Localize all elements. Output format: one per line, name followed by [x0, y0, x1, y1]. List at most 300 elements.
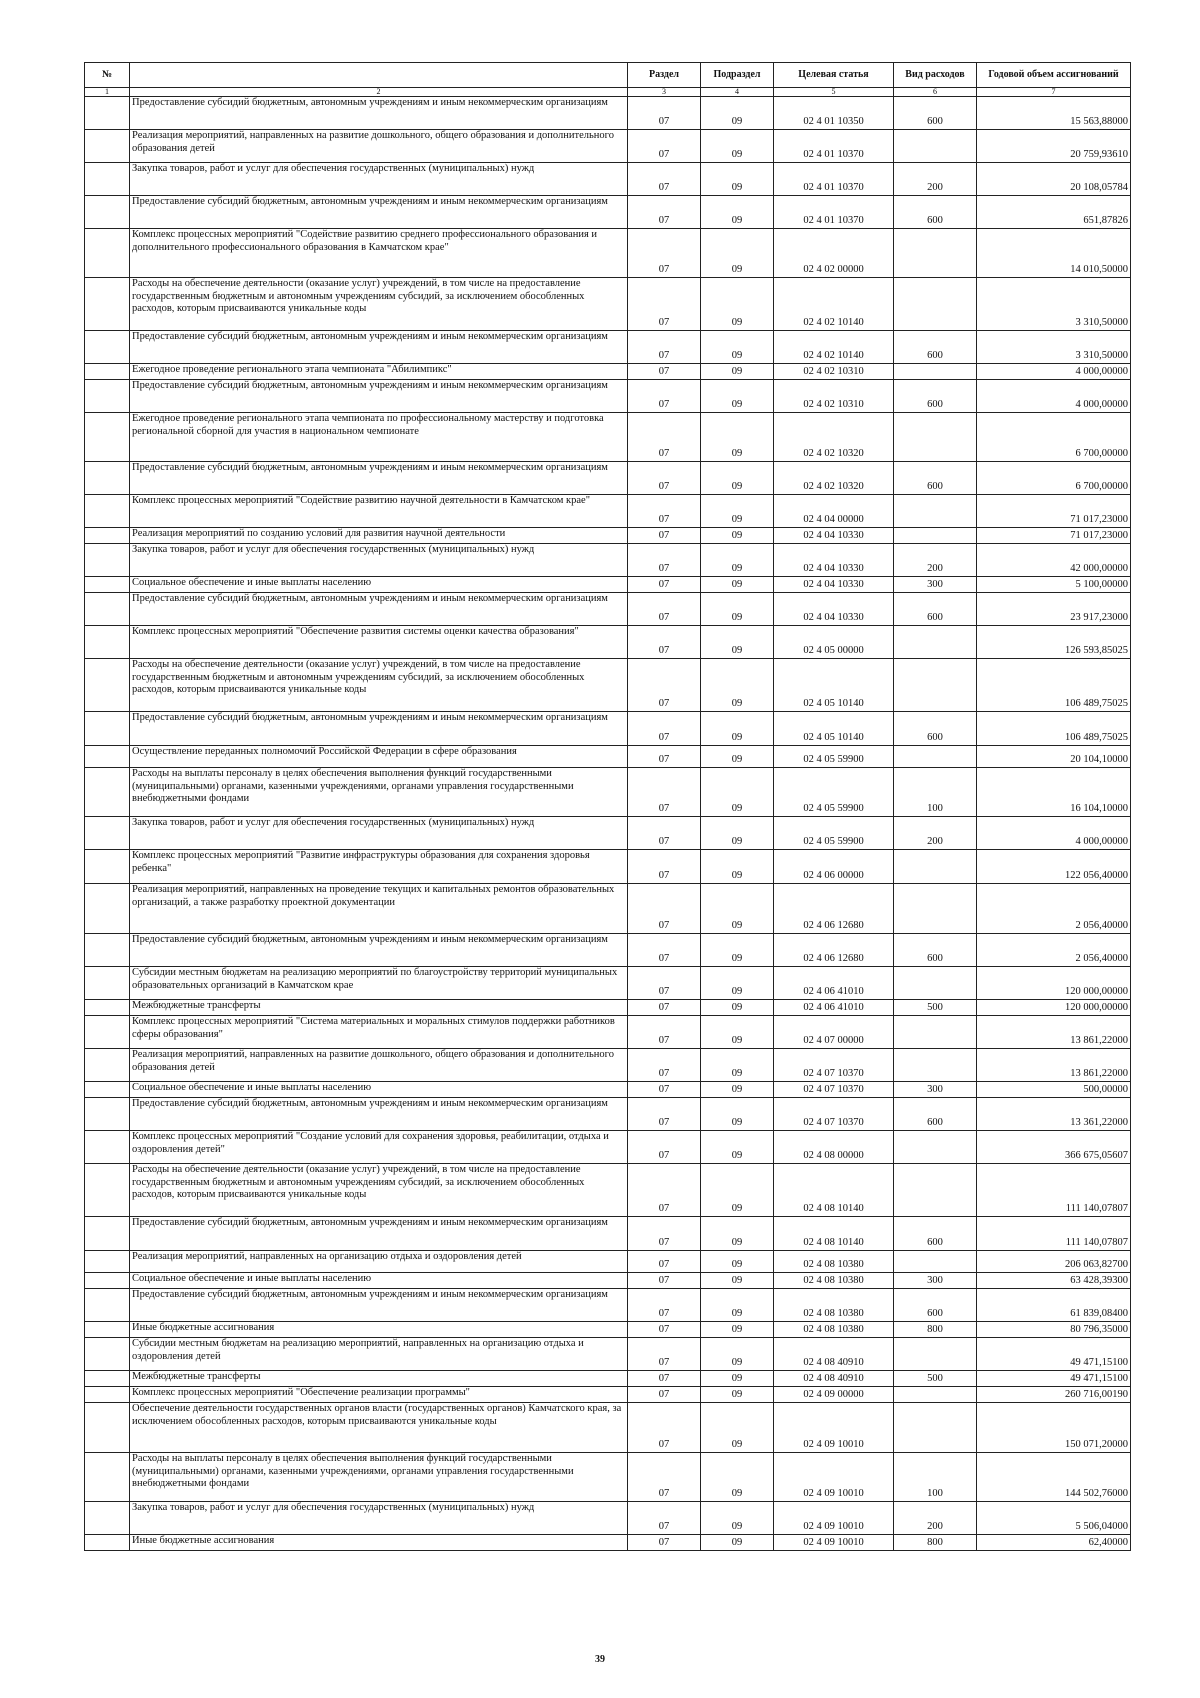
cell-amt: 2 056,40000 — [977, 934, 1131, 967]
col-index: 6 — [894, 88, 977, 97]
cell-num — [85, 1322, 130, 1338]
cell-rz: 07 — [628, 495, 701, 528]
col-header-amount: Годовой объем ассигнований — [977, 63, 1131, 88]
cell-pr: 09 — [701, 577, 774, 593]
cell-pr: 09 — [701, 130, 774, 163]
cell-num — [85, 528, 130, 544]
cell-vr: 600 — [894, 1289, 977, 1322]
cell-pr: 09 — [701, 1164, 774, 1217]
cell-amt: 120 000,00000 — [977, 1000, 1131, 1016]
col-header-num: № — [85, 63, 130, 88]
cell-csr: 02 4 08 10380 — [774, 1322, 894, 1338]
cell-vr — [894, 278, 977, 331]
cell-amt: 126 593,85025 — [977, 626, 1131, 659]
col-header-csr: Целевая статья — [774, 63, 894, 88]
cell-vr — [894, 626, 977, 659]
cell-name: Ежегодное проведение регионального этапа чемпионата "Абилимпикс" — [130, 364, 628, 380]
cell-rz: 07 — [628, 768, 701, 817]
cell-amt: 150 071,20000 — [977, 1403, 1131, 1453]
table-row — [85, 626, 1131, 659]
cell-amt: 14 010,50000 — [977, 229, 1131, 278]
cell-amt: 13 861,22000 — [977, 1049, 1131, 1082]
cell-name: Иные бюджетные ассигнования — [130, 1535, 628, 1551]
cell-vr: 100 — [894, 1453, 977, 1502]
cell-pr: 09 — [701, 495, 774, 528]
cell-num — [85, 1387, 130, 1403]
cell-vr: 600 — [894, 712, 977, 746]
cell-amt: 13 361,22000 — [977, 1098, 1131, 1131]
cell-name: Ежегодное проведение регионального этапа чемпионата по профессиональному мастерству и подготовка региональной сборной для участия в национальном чемпионате — [130, 413, 628, 462]
table-row — [85, 1502, 1131, 1535]
cell-csr: 02 4 05 59900 — [774, 768, 894, 817]
cell-rz: 07 — [628, 1322, 701, 1338]
cell-csr: 02 4 01 10370 — [774, 130, 894, 163]
cell-amt: 6 700,00000 — [977, 462, 1131, 495]
cell-pr: 09 — [701, 768, 774, 817]
cell-pr: 09 — [701, 817, 774, 850]
cell-num — [85, 850, 130, 884]
cell-rz: 07 — [628, 462, 701, 495]
cell-name: Осуществление переданных полномочий Российской Федерации в сфере образования — [130, 746, 628, 768]
cell-amt: 106 489,75025 — [977, 712, 1131, 746]
table-row — [85, 577, 1131, 593]
table-row — [85, 1387, 1131, 1403]
cell-vr — [894, 1338, 977, 1371]
cell-csr: 02 4 07 10370 — [774, 1082, 894, 1098]
table-row — [85, 1453, 1131, 1502]
cell-rz: 07 — [628, 380, 701, 413]
cell-num — [85, 967, 130, 1000]
cell-vr — [894, 1164, 977, 1217]
col-index: 4 — [701, 88, 774, 97]
cell-rz: 07 — [628, 884, 701, 934]
cell-vr: 600 — [894, 934, 977, 967]
cell-csr: 02 4 04 10330 — [774, 528, 894, 544]
cell-pr: 09 — [701, 712, 774, 746]
cell-name: Реализация мероприятий, направленных на организацию отдыха и оздоровления детей — [130, 1251, 628, 1273]
cell-vr: 600 — [894, 97, 977, 130]
cell-amt: 111 140,07807 — [977, 1164, 1131, 1217]
cell-pr: 09 — [701, 1387, 774, 1403]
cell-pr: 09 — [701, 626, 774, 659]
cell-csr: 02 4 02 10140 — [774, 331, 894, 364]
table-row — [85, 593, 1131, 626]
cell-vr — [894, 364, 977, 380]
cell-name: Субсидии местным бюджетам на реализацию мероприятий по благоустройству территорий муниципальных образовательных организаций в Камчатском крае — [130, 967, 628, 1000]
table-row — [85, 364, 1131, 380]
cell-num — [85, 817, 130, 850]
table-row — [85, 1322, 1131, 1338]
table-row — [85, 1131, 1131, 1164]
table-row — [85, 1289, 1131, 1322]
cell-vr: 600 — [894, 380, 977, 413]
cell-amt: 122 056,40000 — [977, 850, 1131, 884]
cell-rz: 07 — [628, 1082, 701, 1098]
cell-vr — [894, 659, 977, 712]
cell-pr: 09 — [701, 1273, 774, 1289]
cell-amt: 49 471,15100 — [977, 1338, 1131, 1371]
cell-rz: 07 — [628, 364, 701, 380]
cell-name: Предоставление субсидий бюджетным, автономным учреждениям и иным некоммерческим организациям — [130, 593, 628, 626]
cell-pr: 09 — [701, 196, 774, 229]
cell-csr: 02 4 05 59900 — [774, 746, 894, 768]
cell-amt: 144 502,76000 — [977, 1453, 1131, 1502]
cell-csr: 02 4 06 41010 — [774, 967, 894, 1000]
cell-name: Реализация мероприятий, направленных на развитие дошкольного, общего образования и дополнительного образования детей — [130, 130, 628, 163]
cell-pr: 09 — [701, 1082, 774, 1098]
cell-csr: 02 4 05 59900 — [774, 817, 894, 850]
cell-num — [85, 278, 130, 331]
cell-csr: 02 4 08 10140 — [774, 1217, 894, 1251]
cell-rz: 07 — [628, 1016, 701, 1049]
table-row — [85, 1082, 1131, 1098]
cell-amt: 4 000,00000 — [977, 817, 1131, 850]
cell-name: Комплекс процессных мероприятий "Обеспечение реализации программы" — [130, 1387, 628, 1403]
cell-num — [85, 1403, 130, 1453]
cell-amt: 20 104,10000 — [977, 746, 1131, 768]
cell-csr: 02 4 04 10330 — [774, 544, 894, 577]
col-index: 2 — [130, 88, 628, 97]
cell-name: Обеспечение деятельности государственных органов власти (государственных органов) Камчатского края, за исключением обособленных расходов, которым присваиваются уникальные коды — [130, 1403, 628, 1453]
cell-rz: 07 — [628, 1371, 701, 1387]
cell-rz: 07 — [628, 746, 701, 768]
cell-pr: 09 — [701, 593, 774, 626]
cell-amt: 61 839,08400 — [977, 1289, 1131, 1322]
cell-rz: 07 — [628, 196, 701, 229]
cell-rz: 07 — [628, 1049, 701, 1082]
cell-vr — [894, 1049, 977, 1082]
cell-name: Комплекс процессных мероприятий "Содействие развитию научной деятельности в Камчатском крае" — [130, 495, 628, 528]
cell-name: Предоставление субсидий бюджетным, автономным учреждениям и иным некоммерческим организациям — [130, 934, 628, 967]
cell-rz: 07 — [628, 659, 701, 712]
cell-name: Закупка товаров, работ и услуг для обеспечения государственных (муниципальных) нужд — [130, 163, 628, 196]
cell-csr: 02 4 01 10370 — [774, 163, 894, 196]
cell-csr: 02 4 08 10380 — [774, 1289, 894, 1322]
cell-pr: 09 — [701, 1251, 774, 1273]
cell-vr: 600 — [894, 331, 977, 364]
cell-num — [85, 1217, 130, 1251]
cell-num — [85, 1082, 130, 1098]
cell-csr: 02 4 07 10370 — [774, 1098, 894, 1131]
cell-csr: 02 4 02 10320 — [774, 462, 894, 495]
table-row — [85, 544, 1131, 577]
cell-name: Предоставление субсидий бюджетным, автономным учреждениям и иным некоммерческим организациям — [130, 196, 628, 229]
cell-name: Реализация мероприятий по созданию условий для развития научной деятельности — [130, 528, 628, 544]
table-row — [85, 1098, 1131, 1131]
cell-rz: 07 — [628, 1403, 701, 1453]
cell-amt: 111 140,07807 — [977, 1217, 1131, 1251]
cell-name: Закупка товаров, работ и услуг для обеспечения государственных (муниципальных) нужд — [130, 817, 628, 850]
cell-pr: 09 — [701, 659, 774, 712]
table-row — [85, 967, 1131, 1000]
cell-amt: 20 108,05784 — [977, 163, 1131, 196]
cell-vr: 500 — [894, 1000, 977, 1016]
cell-rz: 07 — [628, 1273, 701, 1289]
col-index: 3 — [628, 88, 701, 97]
cell-name: Предоставление субсидий бюджетным, автономным учреждениям и иным некоммерческим организациям — [130, 97, 628, 130]
cell-name: Расходы на обеспечение деятельности (оказание услуг) учреждений, в том числе на предоставление государственным бюджетным и автономным учреждениям субсидий, за исключением обособленных расходов, которым присваиваются уникальные коды — [130, 1164, 628, 1217]
cell-name: Предоставление субсидий бюджетным, автономным учреждениям и иным некоммерческим организациям — [130, 1098, 628, 1131]
cell-num — [85, 934, 130, 967]
cell-csr: 02 4 05 00000 — [774, 626, 894, 659]
cell-name: Закупка товаров, работ и услуг для обеспечения государственных (муниципальных) нужд — [130, 544, 628, 577]
cell-csr: 02 4 07 00000 — [774, 1016, 894, 1049]
cell-vr: 800 — [894, 1535, 977, 1551]
cell-rz: 07 — [628, 544, 701, 577]
cell-name: Расходы на обеспечение деятельности (оказание услуг) учреждений, в том числе на предоставление государственным бюджетным и автономным учреждениям субсидий, за исключением обособленных расходов, которым присваиваются уникальные коды — [130, 659, 628, 712]
cell-num — [85, 462, 130, 495]
cell-amt: 23 917,23000 — [977, 593, 1131, 626]
cell-num — [85, 712, 130, 746]
col-header-vr: Вид расходов — [894, 63, 977, 88]
col-header-name — [130, 63, 628, 88]
budget-table — [84, 62, 1131, 1551]
cell-amt: 2 056,40000 — [977, 884, 1131, 934]
cell-num — [85, 746, 130, 768]
cell-name: Предоставление субсидий бюджетным, автономным учреждениям и иным некоммерческим организациям — [130, 331, 628, 364]
cell-pr: 09 — [701, 967, 774, 1000]
cell-amt: 6 700,00000 — [977, 413, 1131, 462]
cell-num — [85, 1338, 130, 1371]
cell-pr: 09 — [701, 528, 774, 544]
table-row — [85, 768, 1131, 817]
cell-rz: 07 — [628, 817, 701, 850]
cell-rz: 07 — [628, 626, 701, 659]
cell-rz: 07 — [628, 1217, 701, 1251]
cell-pr: 09 — [701, 1338, 774, 1371]
cell-pr: 09 — [701, 1016, 774, 1049]
cell-amt: 4 000,00000 — [977, 380, 1131, 413]
cell-name: Комплекс процессных мероприятий "Обеспечение развития системы оценки качества образования" — [130, 626, 628, 659]
cell-amt: 62,40000 — [977, 1535, 1131, 1551]
budget-sheet — [84, 62, 1131, 1551]
cell-amt: 120 000,00000 — [977, 967, 1131, 1000]
cell-num — [85, 1453, 130, 1502]
cell-amt: 13 861,22000 — [977, 1016, 1131, 1049]
cell-num — [85, 593, 130, 626]
cell-pr: 09 — [701, 413, 774, 462]
cell-rz: 07 — [628, 1098, 701, 1131]
cell-num — [85, 577, 130, 593]
cell-csr: 02 4 08 40910 — [774, 1371, 894, 1387]
cell-pr: 09 — [701, 380, 774, 413]
column-index-row — [85, 88, 1131, 97]
cell-vr: 600 — [894, 1098, 977, 1131]
cell-rz: 07 — [628, 1535, 701, 1551]
cell-rz: 07 — [628, 1387, 701, 1403]
cell-num — [85, 1502, 130, 1535]
cell-vr: 200 — [894, 544, 977, 577]
cell-csr: 02 4 02 10310 — [774, 380, 894, 413]
table-row — [85, 278, 1131, 331]
cell-rz: 07 — [628, 163, 701, 196]
cell-name: Социальное обеспечение и иные выплаты населению — [130, 577, 628, 593]
cell-rz: 07 — [628, 712, 701, 746]
cell-num — [85, 1016, 130, 1049]
cell-vr — [894, 1251, 977, 1273]
cell-vr: 600 — [894, 1217, 977, 1251]
cell-num — [85, 1535, 130, 1551]
cell-amt: 651,87826 — [977, 196, 1131, 229]
cell-name: Реализация мероприятий, направленных на развитие дошкольного, общего образования и дополнительного образования детей — [130, 1049, 628, 1082]
cell-amt: 500,00000 — [977, 1082, 1131, 1098]
table-row — [85, 1338, 1131, 1371]
table-row — [85, 1273, 1131, 1289]
cell-rz: 07 — [628, 850, 701, 884]
table-row — [85, 380, 1131, 413]
table-row — [85, 1251, 1131, 1273]
cell-csr: 02 4 04 00000 — [774, 495, 894, 528]
cell-vr: 200 — [894, 817, 977, 850]
table-row — [85, 746, 1131, 768]
cell-csr: 02 4 01 10350 — [774, 97, 894, 130]
table-row — [85, 1049, 1131, 1082]
cell-name: Иные бюджетные ассигнования — [130, 1322, 628, 1338]
cell-vr — [894, 1387, 977, 1403]
cell-num — [85, 229, 130, 278]
cell-pr: 09 — [701, 97, 774, 130]
cell-name: Предоставление субсидий бюджетным, автономным учреждениям и иным некоммерческим организациям — [130, 712, 628, 746]
cell-vr: 600 — [894, 462, 977, 495]
cell-csr: 02 4 05 10140 — [774, 659, 894, 712]
cell-amt: 16 104,10000 — [977, 768, 1131, 817]
cell-vr — [894, 967, 977, 1000]
cell-num — [85, 544, 130, 577]
col-header-podrazdel: Подраздел — [701, 63, 774, 88]
cell-num — [85, 163, 130, 196]
cell-amt: 80 796,35000 — [977, 1322, 1131, 1338]
table-row — [85, 196, 1131, 229]
cell-csr: 02 4 09 10010 — [774, 1453, 894, 1502]
cell-name: Реализация мероприятий, направленных на проведение текущих и капитальных ремонтов образовательных организаций, а также разработку проектной документации — [130, 884, 628, 934]
cell-pr: 09 — [701, 1289, 774, 1322]
cell-pr: 09 — [701, 1371, 774, 1387]
table-row — [85, 331, 1131, 364]
cell-pr: 09 — [701, 1049, 774, 1082]
table-row — [85, 1016, 1131, 1049]
cell-vr — [894, 850, 977, 884]
table-row — [85, 934, 1131, 967]
cell-pr: 09 — [701, 1403, 774, 1453]
cell-vr: 200 — [894, 1502, 977, 1535]
cell-vr: 100 — [894, 768, 977, 817]
cell-name: Расходы на выплаты персоналу в целях обеспечения выполнения функций государственными (муниципальными) органами, казенными учреждениями, органами управления государственными внебюджетными фондами — [130, 768, 628, 817]
cell-rz: 07 — [628, 130, 701, 163]
cell-name: Предоставление субсидий бюджетным, автономным учреждениям и иным некоммерческим организациям — [130, 462, 628, 495]
cell-csr: 02 4 04 10330 — [774, 593, 894, 626]
cell-vr: 500 — [894, 1371, 977, 1387]
cell-vr — [894, 746, 977, 768]
table-row — [85, 1403, 1131, 1453]
cell-pr: 09 — [701, 1502, 774, 1535]
cell-pr: 09 — [701, 1453, 774, 1502]
table-row — [85, 163, 1131, 196]
cell-rz: 07 — [628, 1251, 701, 1273]
table-row — [85, 130, 1131, 163]
cell-rz: 07 — [628, 577, 701, 593]
cell-num — [85, 1164, 130, 1217]
cell-amt: 5 100,00000 — [977, 577, 1131, 593]
cell-amt: 42 000,00000 — [977, 544, 1131, 577]
cell-amt: 260 716,00190 — [977, 1387, 1131, 1403]
cell-num — [85, 495, 130, 528]
cell-csr: 02 4 09 10010 — [774, 1502, 894, 1535]
cell-pr: 09 — [701, 1322, 774, 1338]
col-header-razdel: Раздел — [628, 63, 701, 88]
col-index: 7 — [977, 88, 1131, 97]
cell-pr: 09 — [701, 1000, 774, 1016]
cell-amt: 63 428,39300 — [977, 1273, 1131, 1289]
cell-num — [85, 196, 130, 229]
cell-vr — [894, 413, 977, 462]
cell-rz: 07 — [628, 1453, 701, 1502]
cell-pr: 09 — [701, 884, 774, 934]
cell-vr: 300 — [894, 1082, 977, 1098]
cell-num — [85, 768, 130, 817]
cell-rz: 07 — [628, 934, 701, 967]
cell-pr: 09 — [701, 544, 774, 577]
cell-name: Субсидии местным бюджетам на реализацию мероприятий, направленных на организацию отдыха и оздоровления детей — [130, 1338, 628, 1371]
cell-vr: 200 — [894, 163, 977, 196]
cell-csr: 02 4 06 12680 — [774, 934, 894, 967]
cell-num — [85, 884, 130, 934]
table-row — [85, 1164, 1131, 1217]
cell-amt: 3 310,50000 — [977, 278, 1131, 331]
cell-name: Предоставление субсидий бюджетным, автономным учреждениям и иным некоммерческим организациям — [130, 380, 628, 413]
cell-csr: 02 4 06 12680 — [774, 884, 894, 934]
cell-vr — [894, 130, 977, 163]
cell-pr: 09 — [701, 163, 774, 196]
cell-rz: 07 — [628, 593, 701, 626]
cell-vr — [894, 229, 977, 278]
cell-vr: 300 — [894, 577, 977, 593]
cell-vr — [894, 1131, 977, 1164]
cell-rz: 07 — [628, 1000, 701, 1016]
cell-csr: 02 4 01 10370 — [774, 196, 894, 229]
table-row — [85, 1217, 1131, 1251]
cell-rz: 07 — [628, 413, 701, 462]
table-row — [85, 1000, 1131, 1016]
cell-csr: 02 4 02 10320 — [774, 413, 894, 462]
cell-pr: 09 — [701, 278, 774, 331]
cell-num — [85, 364, 130, 380]
cell-csr: 02 4 09 10010 — [774, 1403, 894, 1453]
cell-name: Комплекс процессных мероприятий "Создание условий для сохранения здоровья, реабилитации, отдыха и оздоровления детей" — [130, 1131, 628, 1164]
cell-csr: 02 4 04 10330 — [774, 577, 894, 593]
table-row — [85, 884, 1131, 934]
cell-vr: 800 — [894, 1322, 977, 1338]
cell-num — [85, 1273, 130, 1289]
table-row — [85, 659, 1131, 712]
cell-num — [85, 1049, 130, 1082]
table-row — [85, 229, 1131, 278]
col-index: 5 — [774, 88, 894, 97]
cell-vr — [894, 495, 977, 528]
cell-rz: 07 — [628, 1289, 701, 1322]
cell-num — [85, 380, 130, 413]
cell-rz: 07 — [628, 278, 701, 331]
cell-vr — [894, 1016, 977, 1049]
cell-vr: 600 — [894, 593, 977, 626]
cell-rz: 07 — [628, 229, 701, 278]
table-body — [85, 97, 1131, 1551]
cell-name: Социальное обеспечение и иные выплаты населению — [130, 1082, 628, 1098]
table-row — [85, 850, 1131, 884]
cell-rz: 07 — [628, 1131, 701, 1164]
table-row — [85, 528, 1131, 544]
table-row — [85, 462, 1131, 495]
table-row — [85, 413, 1131, 462]
